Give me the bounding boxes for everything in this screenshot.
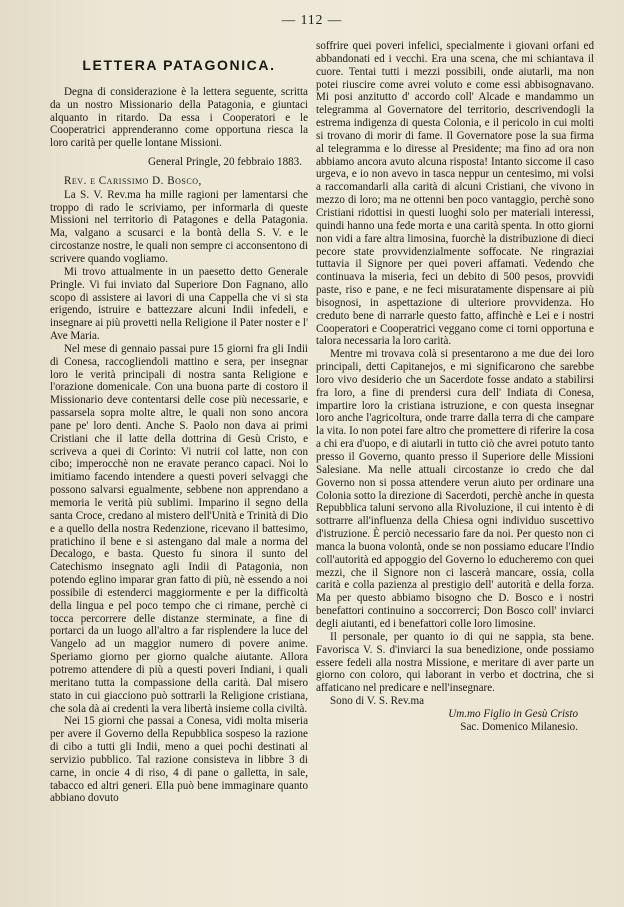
paragraph-3: Nel mese di gennaio passai pure 15 giorni fra gli Indii di Conesa, raccogliendoli mattino e sera, per insegnar loro le verità principali di nostra santa Religione e l'orazione domenicale. Con una buona parte di costoro il Missionario deve contentarsi delle cose più necessarie, e passarsela sopra molte altre, le quali non sono ancora pane pe' loro denti. Anche S. Paolo non dava ai primi Cristiani che il latte della dottrina di Gesù Cristo, e scriveva a quei di Corinto: Vi nutrii col latte, non con cibo; imperocchè non ne eravate peranco capaci. Noi lo imitiamo facendo intendere a questi poveri selvaggi che possono salvarsi egualmente, sebbene non apprendano a memoria le verità più sublimi. Imparino il segno della santa Croce, credano al mistero dell'Unità e Trinità di Dio e a quello della nostra Redenzione, ricevano il battesimo, pratichino il bene e si astengano dal male a norma del Decalogo, e basta. Questo fu sinora il sunto del Catechismo insegnato agli Indii di Patagonia, non potendo eglino imparar gran fatto di più, nè essendo a noi possibile di estenderci maggiormente e per la difficoltà della lingua e pel poco tempo che ci rimane, perchè ci tocca percorrere delle distanze sterminate, a fine di portarci da un luogo all'altro a far risplendere la luce del Vangelo ad un maggior numero di povere anime. Speriamo giorno per giorno qualche aiutante. Allora potremo attendere di più a questi poveri Indiani, i quali meritano tutta la compassione della carità. Dal misero stato in cui giacciono può sottrarli la Religione cristiana, che sola dà ai credenti la vera libertà insieme colla civiltà. bbox=[50, 342, 308, 715]
intro-paragraph: Degna di considerazione è la lettera seguente, scritta da un nostro Missionario della Patagonia, e giuntaci alquanto in ritardo. Da essa i Cooperatori e le Cooperatrici apprenderanno come opportuna riesca la loro carità per quelle lontane Missioni. bbox=[50, 85, 308, 150]
left-column bbox=[50, 42, 308, 805]
salutation: Rev. e Carissimo D. Bosco, bbox=[64, 174, 202, 187]
right-column bbox=[316, 40, 594, 734]
paragraph-5: Mentre mi trovava colà si presentarono a me due dei loro principali, detti Capitanejos, e mi significarono che sarebbe loro vivo desiderio che un Sacerdote fosse andato a stabilirsi fra loro, a fine di prendersi cura dell' Indiata di Conesa, impartire loro la cristiana istruzione, e con questa insegnar loro anche l'agricoltura, onde trarre dalla terra di che campare la vita. Io non potei fare altro che promettere di riferire la cosa a chi era d'uopo, e di aiutarli in tutto ciò che avrei potuto tanto presso il Governo, quanto presso il Superiore delle Missioni Salesiane. Ma nelle attuali circostanze io credo che dal Governo non si possa attendere verun aiuto per ordinare una Colonia sotto la direzione di Sacerdoti, perchè anche in questa Repubblica taluni servono alla Rivoluzione, il cui intento è di sottrarre all'influenza della Chiesa ogni individuo suscettivo d'istruzione. È perciò necessario fare da noi. Per questo non ci manca la buona volontà, onde se non possiamo educare l'Indio coll'autorità ed appoggio del Governo lo educheremo con quei mezzi, che il Signore non ci lascerà mancare, ossia, colla carità e colla pazienza al prestigio dell' autorità e della forza. Ma per questo abbiamo bisogno che D. Bosco e i nostri benefattori continuino a soccorrerci; Don Bosco coll' inviarci degli aiutanti, ed i benefattori colle loro limosine. bbox=[316, 348, 594, 630]
dateline: General Pringle, 20 febbraio 1883. bbox=[147, 156, 302, 169]
paragraph-4-start bbox=[50, 715, 308, 805]
page-number: — 112 — bbox=[281, 12, 343, 27]
paragraph-4-continued bbox=[316, 40, 594, 348]
paragraph-2: Mi trovo attualmente in un paesetto detto Generale Pringle. Vi fui inviato dal Superiore Don Fagnano, allo scopo di assistere ai lavori di una Cappella che vi si sta erigendo, istruire e battezzare alcuni Indii infedeli, e insegnare ai più provetti nella Religione il Pater noster e l' Ave Maria. bbox=[50, 265, 308, 343]
article-title: LETTERA PATAGONICA. bbox=[82, 57, 276, 73]
paragraph-4-text: Nei 15 giorni che passai a Conesa, vidi molta miseria per avere il Governo della Repubblica sospeso la razione di cibo a tutti gli Indii, meno a quei pochi destinati al servizio pubblico. Tal razione consisteva in libbre 3 di carne, in oncie 4 di riso, 4 di pane o galletta, in sale, tabacco ed altri generi. Ella può bene immaginare quanto abbiano dovuto bbox=[50, 715, 308, 805]
signature-line-2: Sac. Domenico Milanesio. bbox=[460, 720, 578, 733]
signature-line-1: Um.mo Figlio in Gesù Cristo bbox=[448, 707, 578, 720]
paragraph-4-continued-text: soffrire quei poveri infelici, specialmente i giovani orfani ed abbandonati ed i vecchi. Era una scena, che mi schiantava il cuore. Tentai tutti i mezzi possibili, onde aiutarli, ma non potei riuscire come avrei voluto e come essi abbisognavano. Mi posi anzitutto d' accordo coll' Alcade e mandammo un telegramma al Governatore del territorio, descrivendogli la estrema indigenza di questa Colonia, e il pericolo in cui molti si trovano di morir di fame. Il Governatore pose la sua firma al telegramma e lo diresse al Presidente; ma fino ad ora non abbiamo ancora avuto alcuna risposta! Intanto siccome il caso urgeva, e io non avevo in tasca neppur un centesimo, mi volsi a raccomandarli alla carità di alcuni Cristiani, che vivono in mezzo di loro; ma ne ottenni ben poco vantaggio, perchè sono Cristiani ridottisi in questi luoghi solo per materiali interessi, quindi hanno una fede morta e una carità spenta. In otto giorni non vidi a fare altra limosina, fuorchè la distribuzione di dieci pecore state provvidenzialmente soffocate. Ne ringraziai tuttavia il Signore per quei poveri affamati. Vedendo che continuava la miseria, feci un debito di 500 pesos, provvidi paste, riso e pane, e ne feci misuratamente dispensare ai più bisognosi, in aspettazione di ulteriore provvidenza. Ho creduto bene di narrarle questo fatto, affinchè e Lei e i nostri Cooperatori e Cooperatrici veggano come ci torni opportuna e talora necessaria la loro carità. bbox=[316, 40, 594, 348]
paragraph-6: Il personale, per quanto io di qui ne sappia, sta bene. Favorisca V. S. d'inviarci la sua benedizione, onde possiamo essere fedeli alla nostra Missione, e meritare di aver parte un giorno con coloro, qui laborant in verbo et doctrina, che si affaticano nel predicare e nell'insegnare. bbox=[316, 630, 594, 695]
closing-line: Sono di V. S. Rev.ma bbox=[330, 695, 425, 708]
paragraph-1: La S. V. Rev.ma ha mille ragioni per lamentarsi che troppo di rado le scriviamo, per informarla di queste Missioni nel territorio di Patagones e della Patagonia. Ma, valgano a scusarci e la bontà della S. V. e le circostanze nostre, le quali non sempre ci acconsentono di scrivere quando vogliamo. bbox=[50, 188, 308, 265]
